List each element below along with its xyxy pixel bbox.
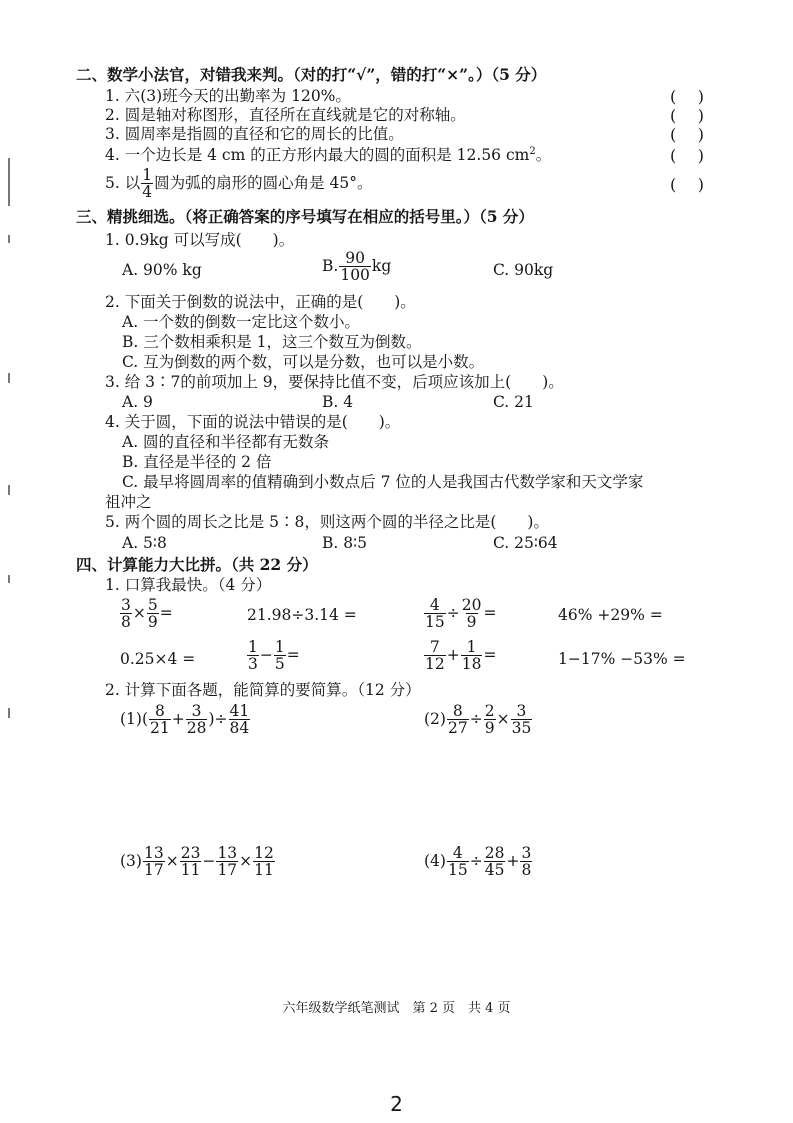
fraction: $\frac{3}{8}$ (121, 596, 131, 632)
s3-q2-b: B. 三个数相乘积是 1，这三个数互为倒数。 (122, 333, 422, 351)
fraction: $\frac{8}{27}$ (447, 702, 468, 738)
fraction: $\frac{3}{8}$ (521, 844, 532, 880)
superscript: 2 (529, 146, 536, 157)
s3-q4-b: B. 直径是半径的 2 倍 (122, 453, 272, 471)
unit: kg (371, 257, 392, 276)
calc-r1-2: 21.98÷3.14 = (247, 606, 357, 624)
fraction: $\frac{20}{9}$ (461, 596, 482, 632)
calc-r2-2: $\frac{1}{3}$ − $\frac{1}{5}$ = (248, 638, 300, 674)
s2-item-1: 1. 六(3)班今天的出勤率为 120%。 (105, 87, 351, 105)
s3-q2-a: A. 一个数的倒数一定比这个数小。 (122, 313, 361, 331)
fraction: $\frac{41}{84}$ (229, 702, 250, 738)
s2-item-3: 3. 圆周率是指圆的直径和它的周长的比值。 (105, 125, 404, 143)
compute-4: (4) $\frac{4}{15}$ ÷ $\frac{28}{45}$ + $\frac{3}{8}$ (424, 844, 532, 880)
margin-mark (8, 158, 10, 206)
section-3-title: 三、精挑细选。（将正确答案的序号填写在相应的括号里。）（5 分） (76, 207, 534, 226)
calc-r1-3: $\frac{4}{15}$ ÷ $\frac{20}{9}$ = (425, 596, 497, 632)
s2-item-4 (105, 146, 551, 164)
s3-q1-c: C. 90kg (493, 261, 554, 279)
s2-item-4-end: 。 (535, 146, 552, 165)
s3-q2: 2. 下面关于倒数的说法中，正确的是( )。 (105, 293, 416, 311)
s4-part-1: 1. 口算我最快。（4 分） (105, 576, 272, 594)
margin-mark (8, 373, 10, 383)
fraction: $\frac{4}{15}$ (447, 844, 468, 880)
margin-mark (8, 575, 10, 583)
fraction: $\frac{1}{3}$ (248, 638, 258, 674)
s3-q5-c: C. 25∶64 (493, 534, 558, 552)
compute-1: (1)( $\frac{8}{21}$ + $\frac{3}{28}$ )÷ $\frac{41}{84}$ (120, 702, 250, 738)
fraction: $\frac{5}{9}$ (147, 596, 158, 632)
calc-r2-1: 0.25×4 = (120, 650, 196, 668)
fraction: $\frac{12}{11}$ (254, 844, 274, 880)
compute-3: (3) $\frac{13}{17}$ × $\frac{23}{11}$ − $\frac{13}{17}$ × $\frac{12}{11}$ (120, 844, 274, 880)
s2-item-5-text: 5. 以 (105, 174, 141, 193)
s3-q1-a: A. 90% kg (122, 261, 202, 279)
section-4-title: 四、计算能力大比拼。（共 22 分） (76, 555, 318, 574)
s2-item-2: 2. 圆是轴对称图形，直径所在直线就是它的对称轴。 (105, 106, 466, 124)
s3-q2-c: C. 互为倒数的两个数，可以是分数，也可以是小数。 (122, 353, 485, 371)
fraction: $\frac{1}{4}$ (142, 166, 153, 202)
s2-item-5 (105, 167, 373, 201)
fraction: $\frac{8}{21}$ (150, 702, 170, 738)
fraction: $\frac{28}{45}$ (484, 844, 505, 880)
s4-part-2: 2. 计算下面各题，能简算的要简算。（12 分） (105, 681, 421, 699)
calc-r2-4: 1−17% −53% = (558, 650, 686, 668)
s3-q4-c: C. 最早将圆周率的值精确到小数点后 7 位的人是我国古代数学家和天文学家 (122, 473, 644, 491)
s3-q3: 3. 给 3∶7的前项加上 9，要保持比值不变，后项应该加上( )。 (105, 373, 564, 391)
s3-q1: 1. 0.9kg 可以写成( )。 (105, 231, 295, 249)
s3-q4-a: A. 圆的直径和半径都有无数条 (122, 433, 330, 451)
s2-item-4-text: 4. 一个边长是 4 cm 的正方形内最大的圆的面积是 12.56 cm (105, 146, 530, 165)
s3-q3-c: C. 21 (493, 393, 534, 411)
margin-mark (8, 235, 10, 243)
s3-q3-a: A. 9 (122, 393, 153, 411)
fraction: $\frac{23}{11}$ (180, 844, 201, 880)
s2-item-5-rest: 圆为弧的扇形的圆心角是 45°。 (154, 174, 373, 193)
fraction: $\frac{1}{18}$ (461, 638, 482, 674)
fraction: $\frac{90}{100}$ (340, 249, 370, 285)
margin-mark (8, 708, 10, 718)
s3-q4-c-cont: 祖冲之 (105, 493, 152, 511)
calc-r2-3: $\frac{7}{12}$ + $\frac{1}{18}$ = (425, 638, 497, 674)
s3-q5: 5. 两个圆的周长之比是 5∶8，则这两个圆的半径之比是( )。 (105, 513, 549, 531)
answer-box-3[interactable]: ( ) (670, 125, 704, 144)
fraction: $\frac{3}{35}$ (511, 702, 532, 738)
s3-q4: 4. 关于圆，下面的说法中错误的是( )。 (105, 413, 401, 431)
s3-q5-a: A. 5∶8 (122, 534, 167, 552)
fraction: $\frac{3}{28}$ (186, 702, 207, 738)
option-label: B. (322, 257, 339, 276)
s3-q1-b (322, 250, 391, 284)
answer-box-5[interactable]: ( ) (670, 175, 704, 194)
answer-box-4[interactable]: ( ) (670, 146, 704, 165)
margin-mark (8, 485, 10, 495)
section-2-title: 二、数学小法官，对错我来判。（对的打“√”，错的打“×”。）（5 分） (76, 65, 547, 84)
calc-r1-4: 46% +29% = (558, 606, 663, 624)
page-footer: 六年级数学纸笔测试 第 2 页 共 4 页 (282, 1001, 511, 1016)
calc-r1-1: $\frac{3}{8}$ × $\frac{5}{9}$ = (121, 596, 173, 632)
page-number: 2 (390, 1092, 403, 1116)
s3-q3-b: B. 4 (322, 393, 354, 411)
answer-box-1[interactable]: ( ) (670, 87, 704, 106)
fraction: $\frac{4}{15}$ (425, 596, 445, 632)
compute-2: (2) $\frac{8}{27}$ ÷ $\frac{2}{9}$ × $\frac{3}{35}$ (424, 702, 532, 738)
s3-q5-b: B. 8∶5 (322, 534, 368, 552)
fraction: $\frac{13}{17}$ (217, 844, 238, 880)
fraction: $\frac{13}{17}$ (143, 844, 164, 880)
fraction: $\frac{7}{12}$ (425, 638, 445, 674)
fraction: $\frac{1}{5}$ (274, 638, 285, 674)
fraction: $\frac{2}{9}$ (484, 702, 495, 738)
answer-box-2[interactable]: ( ) (670, 106, 704, 125)
